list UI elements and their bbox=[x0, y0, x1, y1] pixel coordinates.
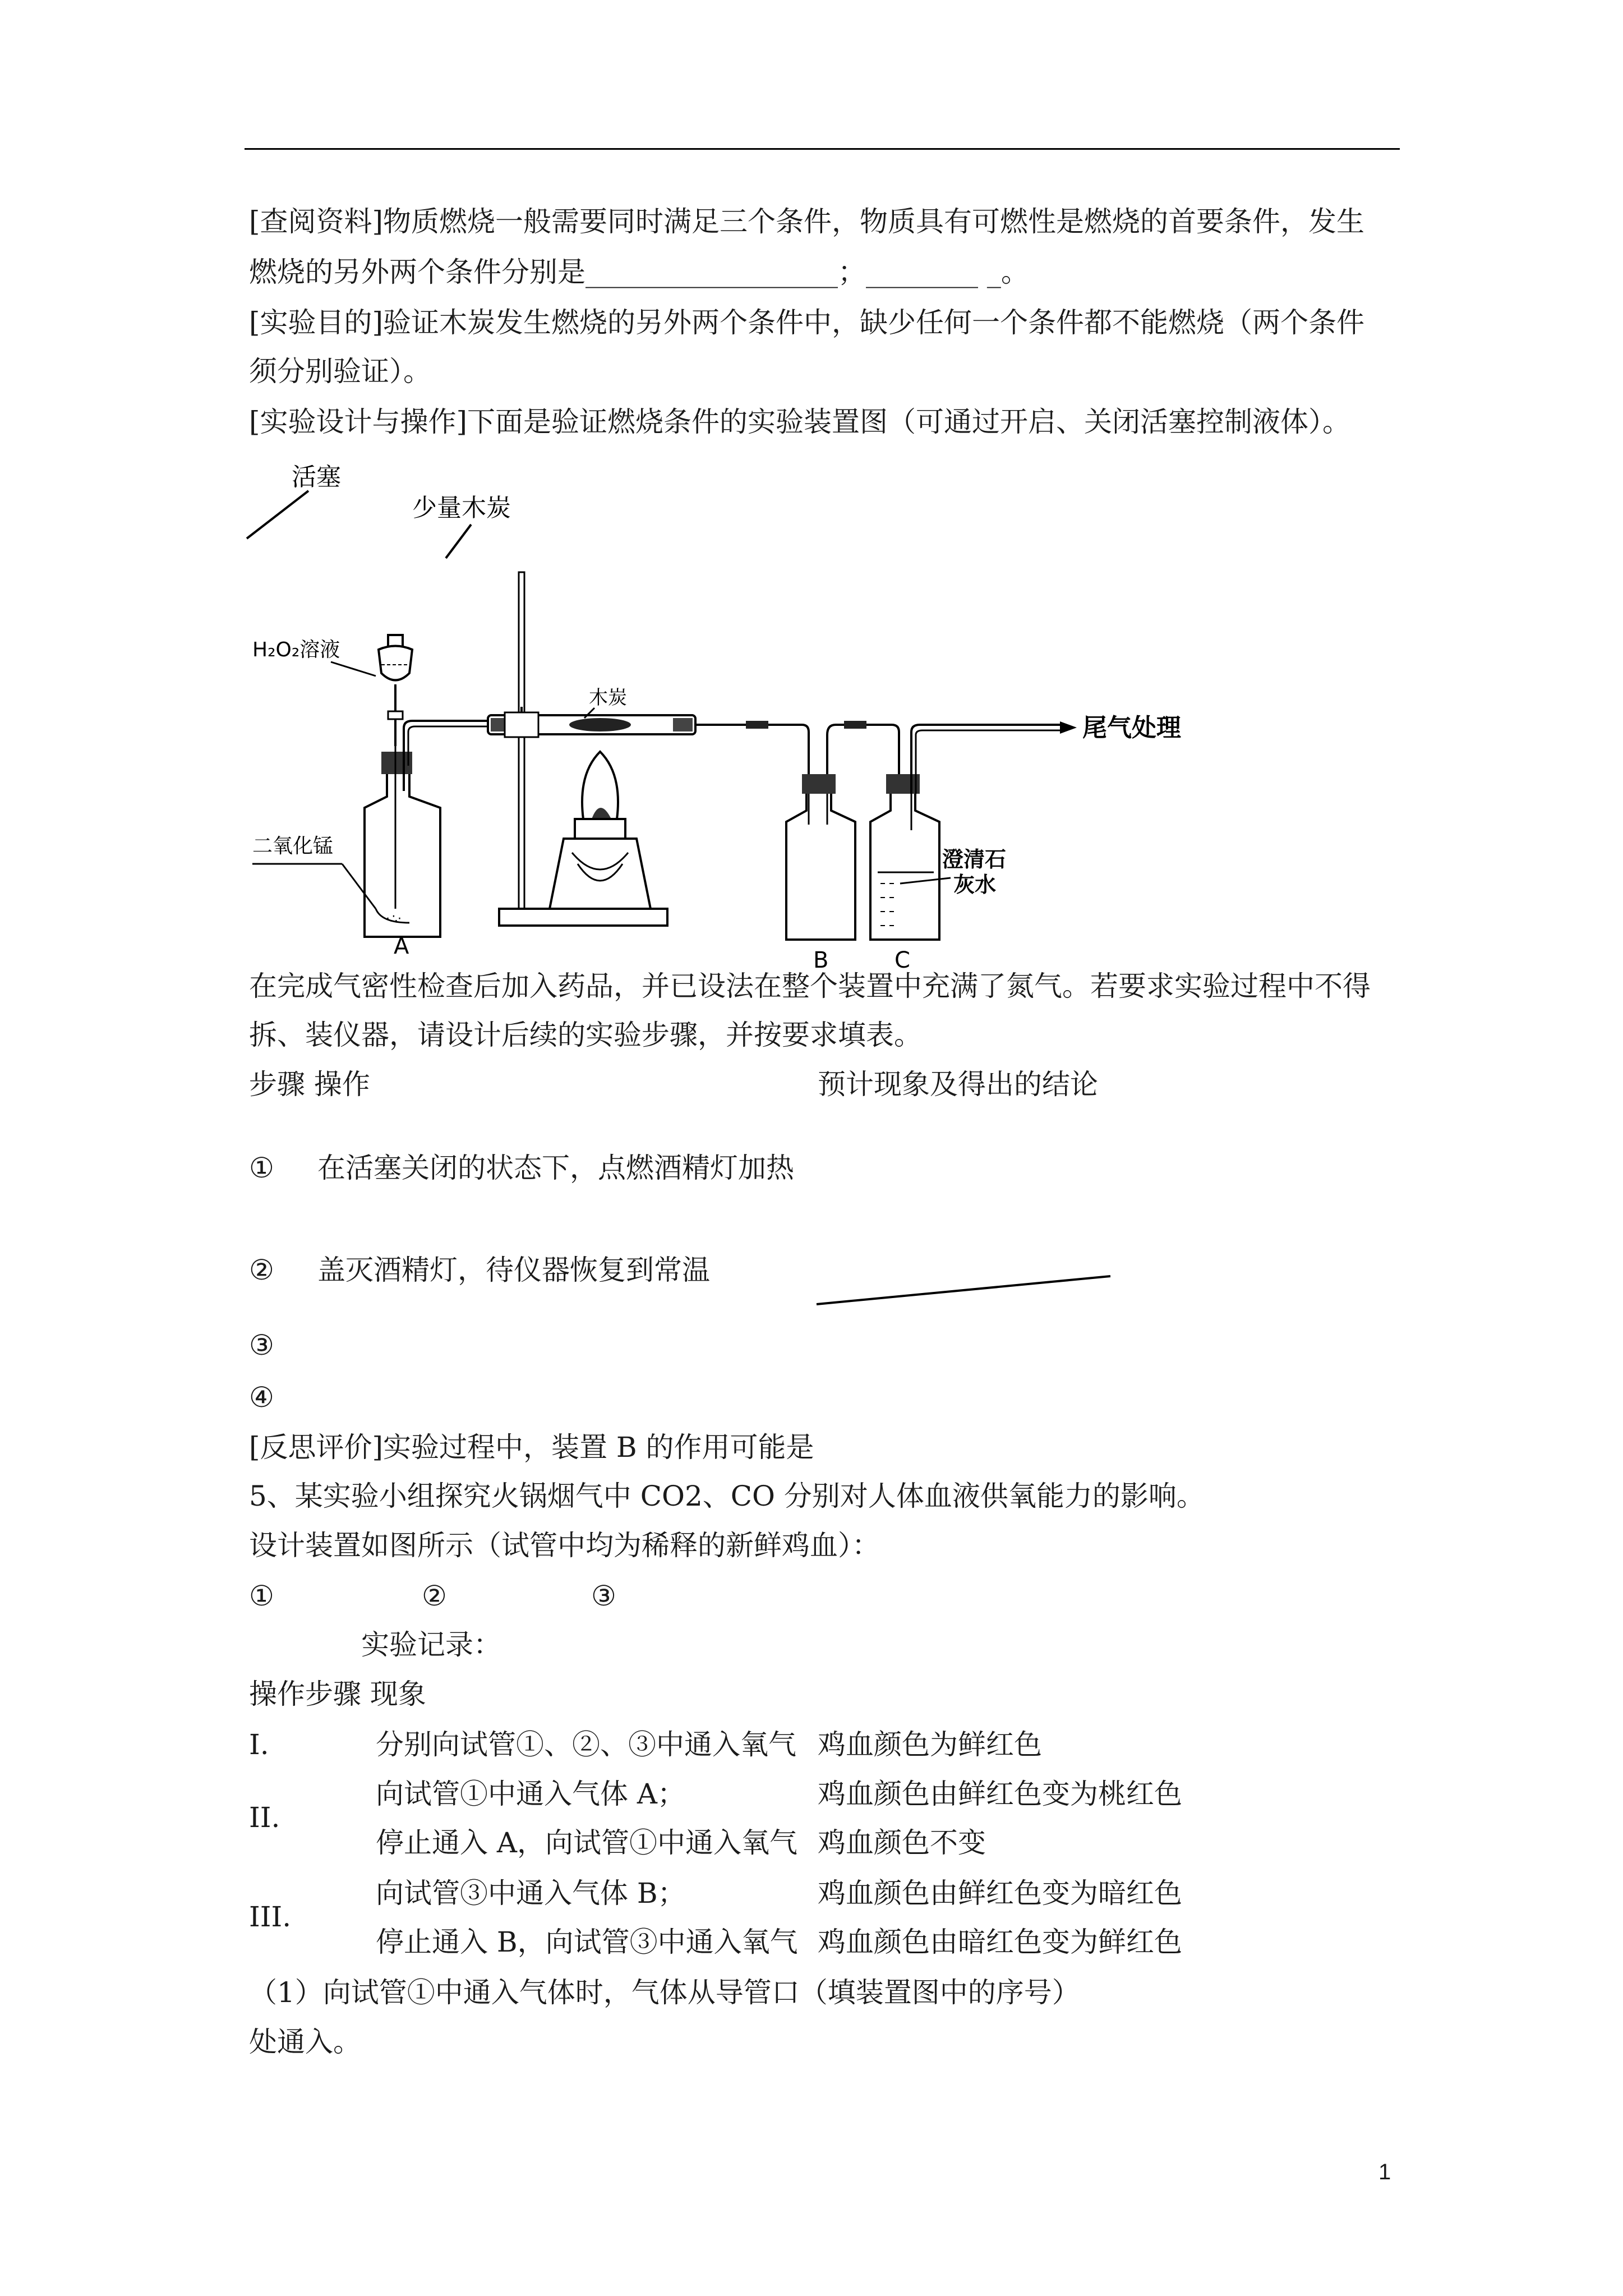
answer-line-sketch bbox=[813, 1265, 1116, 1315]
label-limewater-2: 灰水 bbox=[953, 872, 997, 897]
label-b: B bbox=[813, 947, 829, 973]
funnel-stopcock bbox=[388, 711, 403, 719]
paragraph-purpose-2: 须分别验证）。 bbox=[249, 355, 431, 388]
table1-header-left: 步骤 操作 bbox=[249, 1068, 370, 1101]
h2o2-leader bbox=[331, 662, 376, 676]
paragraph-reflection: [反思评价]实验过程中，装置 B 的作用可能是 bbox=[249, 1431, 814, 1464]
q5-record-label: 实验记录： bbox=[361, 1628, 501, 1661]
table1-header-right: 预计现象及得出的结论 bbox=[818, 1068, 1098, 1101]
header-rule bbox=[245, 148, 1400, 150]
table1-row-num: ① bbox=[249, 1152, 274, 1184]
q5-tube-label: ① bbox=[249, 1580, 274, 1612]
paragraph-instructions-1: 在完成气密性检查后加入药品，并已设法在整个装置中充满了氮气。若要求实验过程中不得 bbox=[249, 970, 1371, 1002]
q5-step-observation: 鸡血颜色由鲜红色变为桃红色 bbox=[818, 1778, 1182, 1810]
apparatus-diagram bbox=[241, 460, 1206, 973]
separatory-funnel bbox=[379, 635, 412, 746]
paragraph-design: [实验设计与操作]下面是验证燃烧条件的实验装置图（可通过开启、关闭活塞控制液体）。 bbox=[249, 406, 1351, 438]
exhaust-tube bbox=[911, 725, 1060, 794]
alcohol-lamp bbox=[550, 752, 651, 909]
tube-a-to-combustion bbox=[404, 721, 488, 766]
q5-step-observation: 鸡血颜色由鲜红色变为暗红色 bbox=[818, 1877, 1182, 1910]
q5-table-header: 操作步骤 现象 bbox=[249, 1678, 426, 1710]
charcoal-lump bbox=[569, 718, 631, 731]
paragraph-purpose-1: [实验目的]验证木炭发生燃烧的另外两个条件中，缺少任何一个条件都不能燃烧（两个条件 bbox=[249, 306, 1365, 339]
q5-step-operation: 停止通入 B，向试管③中通入氧气 bbox=[376, 1926, 798, 1958]
label-exhaust: 尾气处理 bbox=[1082, 714, 1181, 742]
q5-design: 设计装置如图所示（试管中均为稀释的新鲜鸡血）： bbox=[249, 1529, 880, 1562]
combustion-tube bbox=[488, 712, 695, 737]
q5-tube-label: ② bbox=[422, 1580, 447, 1612]
label-valve: 活塞 bbox=[292, 463, 341, 491]
q5-step-observation: 鸡血颜色由暗红色变为鲜红色 bbox=[818, 1926, 1182, 1958]
q5-step-operation: 分别向试管①、②、③中通入氧气 bbox=[376, 1728, 796, 1761]
label-h2o2: H₂O₂溶液 bbox=[252, 638, 340, 661]
page-number: 1 bbox=[1378, 2160, 1391, 2184]
q5-step-operation: 向试管③中通入气体 B； bbox=[376, 1877, 686, 1910]
q5-step-observation: 鸡血颜色不变 bbox=[818, 1826, 986, 1859]
label-limewater-1: 澄清石 bbox=[942, 847, 1007, 872]
mno2-particles: ·∴· bbox=[386, 912, 402, 926]
q5-step-label: I. bbox=[249, 1728, 269, 1761]
q5-subquestion-1: （1）向试管①中通入气体时，气体从导管口（填装置图中的序号） bbox=[249, 1976, 1080, 2009]
table1-row-text: 盖灭酒精灯，待仪器恢复到常温 bbox=[317, 1254, 710, 1286]
paragraph-instructions-2: 拆、装仪器，请设计后续的实验步骤，并按要求填表。 bbox=[249, 1019, 922, 1051]
label-charcoal: 木炭 bbox=[589, 687, 627, 709]
paragraph-references-2: 燃烧的另外两个条件分别是__________________；________ _。 bbox=[249, 256, 1029, 288]
q5-step-operation: 停止通入 A，向试管①中通入氧气 bbox=[376, 1826, 798, 1859]
bottle-c bbox=[870, 774, 939, 940]
q5-step-label: II. bbox=[249, 1801, 280, 1834]
table1-row-text: 在活塞关闭的状态下，点燃酒精灯加热 bbox=[317, 1152, 794, 1184]
charcoal-leader-line bbox=[446, 524, 471, 558]
bottle-b bbox=[786, 774, 855, 940]
q5-subquestion-1-cont: 处通入。 bbox=[249, 2026, 361, 2058]
valve-leader-line bbox=[247, 491, 308, 539]
q5-title: 5、某实验小组探究火锅烟气中 CO2、CO 分别对人体血液供氧能力的影响。 bbox=[249, 1480, 1205, 1512]
q5-step-operation: 向试管①中通入气体 A； bbox=[376, 1778, 686, 1810]
table1-row-num: ② bbox=[249, 1254, 274, 1286]
table1-row-num: ④ bbox=[249, 1381, 274, 1414]
q5-step-observation: 鸡血颜色为鲜红色 bbox=[818, 1728, 1042, 1761]
label-c: C bbox=[895, 947, 910, 973]
table1-row-num: ③ bbox=[249, 1329, 274, 1361]
paragraph-references-1: [查阅资料]物质燃烧一般需要同时满足三个条件，物质具有可燃性是燃烧的首要条件，发生 bbox=[249, 205, 1365, 238]
label-mno2: 二氧化锰 bbox=[252, 835, 334, 858]
label-a: A bbox=[394, 933, 409, 959]
q5-tube-label: ③ bbox=[591, 1580, 616, 1612]
q5-step-label: III. bbox=[249, 1901, 292, 1933]
label-charcoal-small: 少量木炭 bbox=[412, 494, 511, 522]
